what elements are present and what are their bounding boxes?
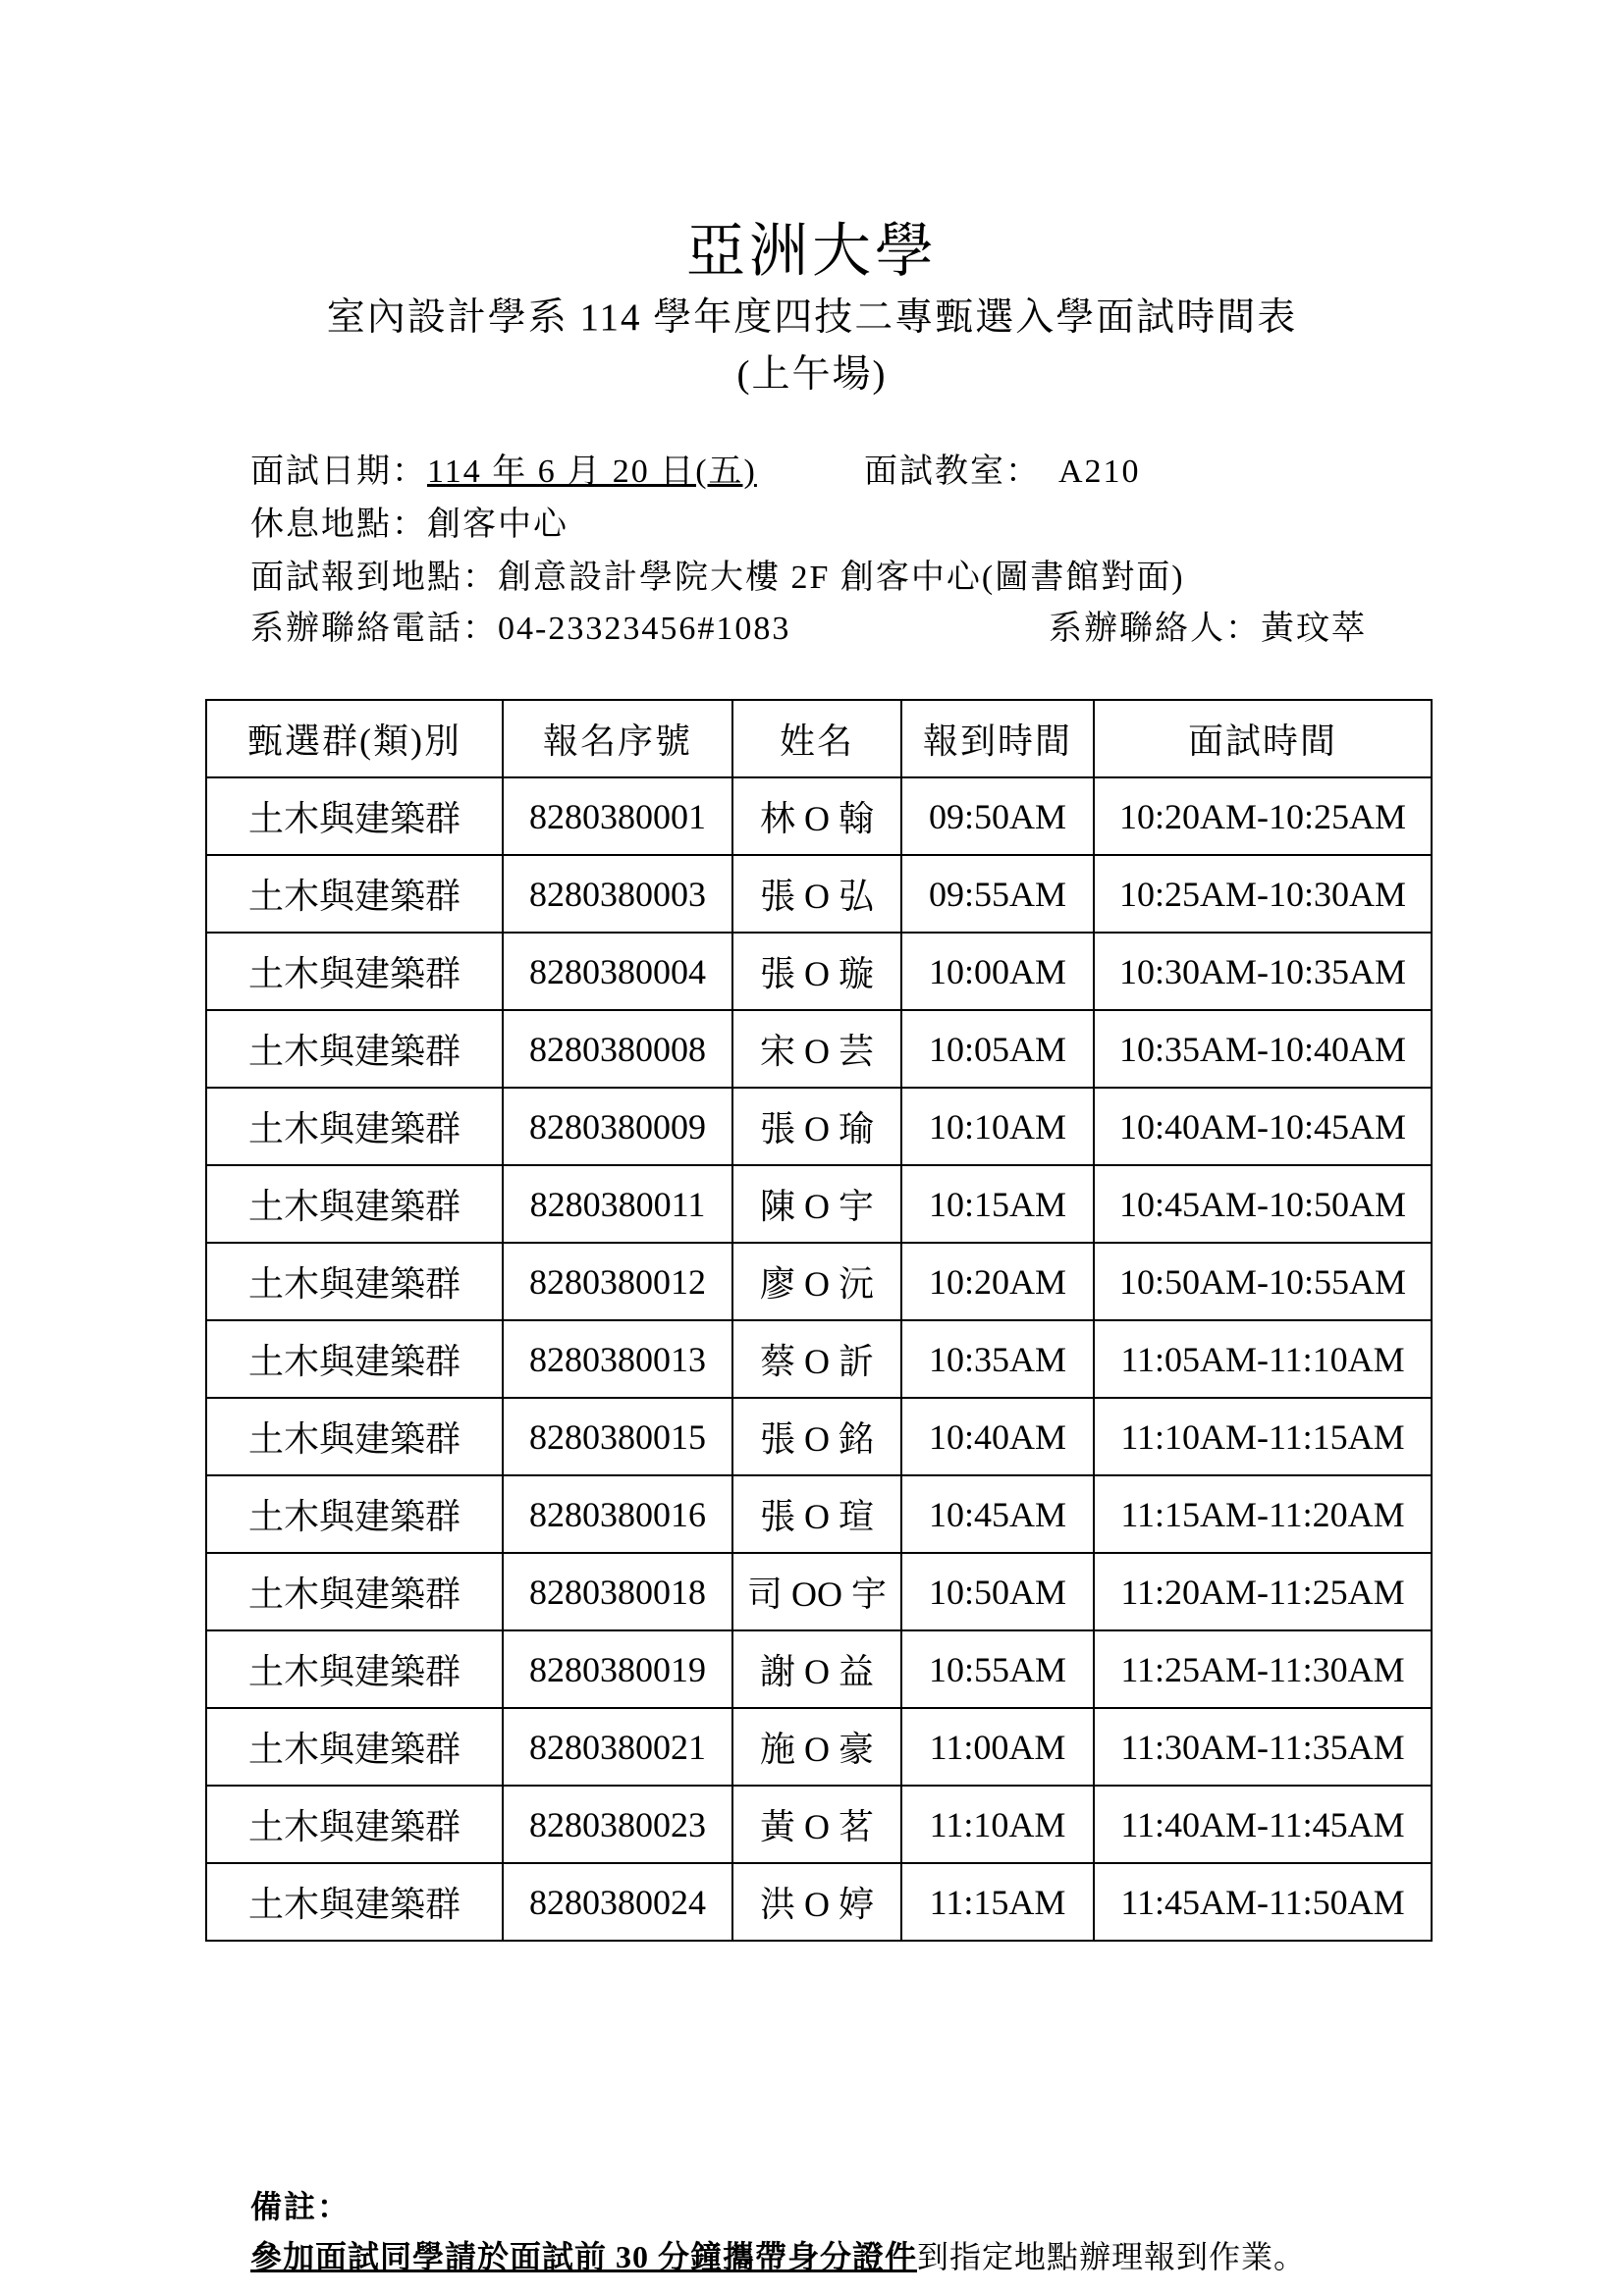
interview-room-value: A210: [1058, 454, 1141, 490]
table-header-row: [206, 700, 1432, 777]
cell-group: 土木與建築群: [206, 1243, 503, 1320]
header-regno: 報名序號: [503, 700, 732, 777]
cell-name: 張 O 銘: [732, 1398, 901, 1475]
session-label: (上午場): [736, 353, 888, 396]
table-row: [206, 1475, 1432, 1553]
table-row: [206, 1708, 1432, 1786]
cell-regno: 8280380009: [503, 1088, 732, 1165]
table-row: [206, 1010, 1432, 1088]
table-row: [206, 777, 1432, 855]
office-contact-label: 系辦聯絡人：: [1049, 611, 1261, 647]
cell-regno: 8280380015: [503, 1398, 732, 1475]
table-row: [206, 1398, 1432, 1475]
cell-report-time: 10:20AM: [901, 1243, 1094, 1320]
rest-location-value: 創客中心: [427, 507, 568, 543]
page-subtitle: 室內設計學系 114 學年度四技二專甄選入學面試時間表: [326, 296, 1298, 339]
cell-name: 張 O 瑄: [732, 1475, 901, 1553]
cell-name: 蔡 O 訢: [732, 1320, 901, 1398]
cell-interview-time: 11:05AM-11:10AM: [1094, 1320, 1432, 1398]
table-row: [206, 1165, 1432, 1243]
cell-regno: 8280380019: [503, 1630, 732, 1708]
page-title: 亞洲大學: [686, 219, 938, 284]
cell-regno: 8280380012: [503, 1243, 732, 1320]
cell-interview-time: 11:30AM-11:35AM: [1094, 1708, 1432, 1786]
cell-report-time: 10:05AM: [901, 1010, 1094, 1088]
cell-name: 陳 O 宇: [732, 1165, 901, 1243]
checkin-location-label: 面試報到地點：: [250, 560, 498, 596]
office-phone-line: [250, 601, 790, 649]
cell-report-time: 10:10AM: [901, 1088, 1094, 1165]
rest-location-line: [250, 497, 568, 545]
cell-regno: 8280380023: [503, 1786, 732, 1863]
cell-name: 張 O 璇: [732, 933, 901, 1010]
cell-regno: 8280380013: [503, 1320, 732, 1398]
cell-interview-time: 10:30AM-10:35AM: [1094, 933, 1432, 1010]
cell-regno: 8280380004: [503, 933, 732, 1010]
cell-report-time: 10:50AM: [901, 1553, 1094, 1630]
cell-group: 土木與建築群: [206, 855, 503, 933]
table-row: [206, 1786, 1432, 1863]
table-body: [206, 777, 1432, 1941]
cell-regno: 8280380003: [503, 855, 732, 933]
interview-date-line: [250, 444, 757, 492]
cell-name: 林 O 翰: [732, 777, 901, 855]
cell-report-time: 11:10AM: [901, 1786, 1094, 1863]
notes-text: [250, 2232, 1306, 2277]
table-row: [206, 1243, 1432, 1320]
cell-report-time: 10:40AM: [901, 1398, 1094, 1475]
cell-name: 廖 O 沅: [732, 1243, 901, 1320]
cell-report-time: 11:00AM: [901, 1708, 1094, 1786]
cell-interview-time: 10:50AM-10:55AM: [1094, 1243, 1432, 1320]
cell-group: 土木與建築群: [206, 1630, 503, 1708]
cell-group: 土木與建築群: [206, 1165, 503, 1243]
cell-regno: 8280380001: [503, 777, 732, 855]
cell-report-time: 09:55AM: [901, 855, 1094, 933]
interview-room-label: 面試教室：: [864, 454, 1041, 490]
cell-group: 土木與建築群: [206, 1553, 503, 1630]
interview-room-line: [864, 444, 1141, 492]
cell-interview-time: 10:45AM-10:50AM: [1094, 1165, 1432, 1243]
notes-rest: 到指定地點辦理報到作業。: [917, 2239, 1307, 2274]
checkin-location-value: 創意設計學院大樓 2F 創客中心(圖書館對面): [498, 560, 1185, 596]
rest-location-label: 休息地點：: [250, 507, 427, 543]
table-row: [206, 1320, 1432, 1398]
cell-group: 土木與建築群: [206, 1475, 503, 1553]
office-phone-value: 04-23323456#1083: [498, 611, 791, 647]
table-row: [206, 1863, 1432, 1941]
interview-schedule-table: [205, 699, 1433, 1942]
cell-report-time: 10:55AM: [901, 1630, 1094, 1708]
header-group: 甄選群(類)別: [206, 700, 503, 777]
header-report-time: 報到時間: [901, 700, 1094, 777]
cell-group: 土木與建築群: [206, 1088, 503, 1165]
cell-interview-time: 11:15AM-11:20AM: [1094, 1475, 1432, 1553]
cell-group: 土木與建築群: [206, 1320, 503, 1398]
cell-group: 土木與建築群: [206, 1863, 503, 1941]
table-row: [206, 1553, 1432, 1630]
cell-regno: 8280380008: [503, 1010, 732, 1088]
cell-interview-time: 10:40AM-10:45AM: [1094, 1088, 1432, 1165]
cell-interview-time: 11:45AM-11:50AM: [1094, 1863, 1432, 1941]
cell-group: 土木與建築群: [206, 1708, 503, 1786]
cell-interview-time: 11:40AM-11:45AM: [1094, 1786, 1432, 1863]
cell-interview-time: 10:25AM-10:30AM: [1094, 855, 1432, 933]
cell-group: 土木與建築群: [206, 777, 503, 855]
table-row: [206, 1088, 1432, 1165]
cell-group: 土木與建築群: [206, 1010, 503, 1088]
cell-report-time: 09:50AM: [901, 777, 1094, 855]
cell-name: 張 O 瑜: [732, 1088, 901, 1165]
cell-report-time: 11:15AM: [901, 1863, 1094, 1941]
table-row: [206, 933, 1432, 1010]
office-contact-value: 黃玟萃: [1261, 611, 1367, 647]
cell-regno: 8280380011: [503, 1165, 732, 1243]
table-row: [206, 1630, 1432, 1708]
cell-name: 宋 O 芸: [732, 1010, 901, 1088]
cell-name: 張 O 弘: [732, 855, 901, 933]
cell-report-time: 10:45AM: [901, 1475, 1094, 1553]
checkin-location-line: [250, 550, 1185, 598]
cell-regno: 8280380018: [503, 1553, 732, 1630]
cell-report-time: 10:00AM: [901, 933, 1094, 1010]
cell-interview-time: 11:25AM-11:30AM: [1094, 1630, 1432, 1708]
interview-date-value: 114 年 6 月 20 日(五): [427, 454, 757, 490]
cell-regno: 8280380021: [503, 1708, 732, 1786]
cell-regno: 8280380024: [503, 1863, 732, 1941]
cell-interview-time: 10:20AM-10:25AM: [1094, 777, 1432, 855]
interview-date-label: 面試日期：: [250, 454, 427, 490]
table-row: [206, 855, 1432, 933]
cell-name: 洪 O 婷: [732, 1863, 901, 1941]
cell-interview-time: 11:20AM-11:25AM: [1094, 1553, 1432, 1630]
cell-report-time: 10:15AM: [901, 1165, 1094, 1243]
cell-regno: 8280380016: [503, 1475, 732, 1553]
cell-report-time: 10:35AM: [901, 1320, 1094, 1398]
cell-group: 土木與建築群: [206, 933, 503, 1010]
cell-name: 司 OO 宇: [732, 1553, 901, 1630]
office-contact-line: [1049, 601, 1367, 649]
cell-interview-time: 11:10AM-11:15AM: [1094, 1398, 1432, 1475]
cell-group: 土木與建築群: [206, 1786, 503, 1863]
header-name: 姓名: [732, 700, 901, 777]
cell-group: 土木與建築群: [206, 1398, 503, 1475]
cell-name: 謝 O 益: [732, 1630, 901, 1708]
notes-emphasis: 參加面試同學請於面試前 30 分鐘攜帶身分證件: [250, 2239, 918, 2274]
office-phone-label: 系辦聯絡電話：: [250, 611, 498, 647]
cell-interview-time: 10:35AM-10:40AM: [1094, 1010, 1432, 1088]
cell-name: 黃 O 茗: [732, 1786, 901, 1863]
notes-label: 備註：: [250, 2189, 352, 2224]
cell-name: 施 O 豪: [732, 1708, 901, 1786]
header-interview-time: 面試時間: [1094, 700, 1432, 777]
